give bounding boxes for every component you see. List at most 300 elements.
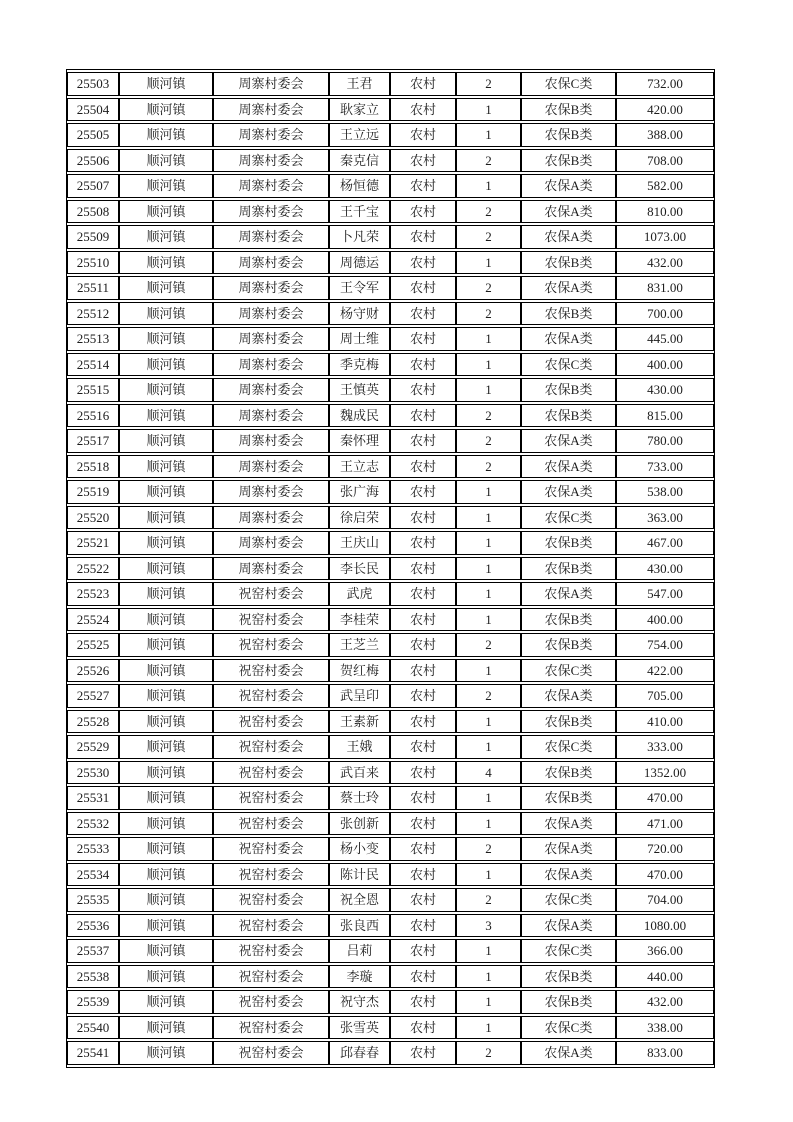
insurance-class-cell: 农保A类 <box>521 276 616 300</box>
insurance-class-cell: 农保A类 <box>521 684 616 708</box>
record-id-cell: 25523 <box>67 582 119 606</box>
person-count-cell: 1 <box>456 174 521 198</box>
person-count-cell: 2 <box>456 429 521 453</box>
record-id-cell: 25518 <box>67 455 119 479</box>
person-count-cell: 2 <box>456 72 521 96</box>
village-committee-cell: 周寨村委会 <box>213 123 329 147</box>
record-id-cell: 25524 <box>67 608 119 632</box>
village-committee-cell: 祝窑村委会 <box>213 837 329 861</box>
table-row <box>67 123 714 147</box>
record-id-cell: 25522 <box>67 557 119 581</box>
table-row <box>67 786 714 810</box>
record-id-cell: 25530 <box>67 761 119 785</box>
person-count-cell: 2 <box>456 1041 521 1065</box>
insurance-class-cell: 农保C类 <box>521 659 616 683</box>
person-count-cell: 1 <box>456 557 521 581</box>
village-committee-cell: 祝窑村委会 <box>213 939 329 963</box>
person-name-cell: 张良西 <box>329 914 390 938</box>
amount-cell: 432.00 <box>616 251 714 275</box>
table-row <box>67 149 714 173</box>
amount-cell: 1080.00 <box>616 914 714 938</box>
insurance-class-cell: 农保B类 <box>521 710 616 734</box>
record-id-cell: 25505 <box>67 123 119 147</box>
record-id-cell: 25504 <box>67 98 119 122</box>
amount-cell: 833.00 <box>616 1041 714 1065</box>
town-cell: 顺河镇 <box>119 276 213 300</box>
town-cell: 顺河镇 <box>119 506 213 530</box>
village-committee-cell: 周寨村委会 <box>213 353 329 377</box>
town-cell: 顺河镇 <box>119 608 213 632</box>
household-type-cell: 农村 <box>390 404 456 428</box>
person-count-cell: 1 <box>456 786 521 810</box>
town-cell: 顺河镇 <box>119 633 213 657</box>
household-type-cell: 农村 <box>390 149 456 173</box>
village-committee-cell: 祝窑村委会 <box>213 710 329 734</box>
record-id-cell: 25508 <box>67 200 119 224</box>
table-row <box>67 506 714 530</box>
amount-cell: 754.00 <box>616 633 714 657</box>
insurance-class-cell: 农保A类 <box>521 455 616 479</box>
record-id-cell: 25540 <box>67 1016 119 1040</box>
insurance-class-cell: 农保B类 <box>521 761 616 785</box>
person-name-cell: 武虎 <box>329 582 390 606</box>
household-type-cell: 农村 <box>390 786 456 810</box>
town-cell: 顺河镇 <box>119 98 213 122</box>
amount-cell: 432.00 <box>616 990 714 1014</box>
amount-cell: 445.00 <box>616 327 714 351</box>
record-id-cell: 25528 <box>67 710 119 734</box>
record-id-cell: 25538 <box>67 965 119 989</box>
amount-cell: 363.00 <box>616 506 714 530</box>
insurance-class-cell: 农保B类 <box>521 633 616 657</box>
insurance-class-cell: 农保B类 <box>521 302 616 326</box>
amount-cell: 410.00 <box>616 710 714 734</box>
town-cell: 顺河镇 <box>119 965 213 989</box>
insurance-class-cell: 农保C类 <box>521 735 616 759</box>
village-committee-cell: 祝窑村委会 <box>213 965 329 989</box>
town-cell: 顺河镇 <box>119 251 213 275</box>
insurance-class-cell: 农保B类 <box>521 123 616 147</box>
person-name-cell: 王娥 <box>329 735 390 759</box>
village-committee-cell: 周寨村委会 <box>213 378 329 402</box>
village-committee-cell: 周寨村委会 <box>213 557 329 581</box>
town-cell: 顺河镇 <box>119 455 213 479</box>
town-cell: 顺河镇 <box>119 990 213 1014</box>
person-count-cell: 1 <box>456 812 521 836</box>
village-committee-cell: 周寨村委会 <box>213 251 329 275</box>
town-cell: 顺河镇 <box>119 582 213 606</box>
amount-cell: 471.00 <box>616 812 714 836</box>
town-cell: 顺河镇 <box>119 429 213 453</box>
person-name-cell: 李桂荣 <box>329 608 390 632</box>
amount-cell: 1073.00 <box>616 225 714 249</box>
person-count-cell: 4 <box>456 761 521 785</box>
household-type-cell: 农村 <box>390 582 456 606</box>
village-committee-cell: 祝窑村委会 <box>213 786 329 810</box>
household-type-cell: 农村 <box>390 276 456 300</box>
table-row <box>67 378 714 402</box>
person-name-cell: 张雪英 <box>329 1016 390 1040</box>
table-row <box>67 1016 714 1040</box>
household-type-cell: 农村 <box>390 72 456 96</box>
person-count-cell: 2 <box>456 404 521 428</box>
insurance-class-cell: 农保B类 <box>521 557 616 581</box>
person-name-cell: 王芝兰 <box>329 633 390 657</box>
table-row <box>67 633 714 657</box>
table-row <box>67 327 714 351</box>
table-row <box>67 276 714 300</box>
town-cell: 顺河镇 <box>119 710 213 734</box>
person-name-cell: 张创新 <box>329 812 390 836</box>
person-count-cell: 1 <box>456 608 521 632</box>
amount-cell: 420.00 <box>616 98 714 122</box>
table-row <box>67 684 714 708</box>
amount-cell: 430.00 <box>616 557 714 581</box>
town-cell: 顺河镇 <box>119 225 213 249</box>
person-name-cell: 王令军 <box>329 276 390 300</box>
insurance-class-cell: 农保A类 <box>521 914 616 938</box>
table-row <box>67 608 714 632</box>
village-committee-cell: 周寨村委会 <box>213 455 329 479</box>
person-name-cell: 徐启荣 <box>329 506 390 530</box>
person-name-cell: 王立远 <box>329 123 390 147</box>
household-type-cell: 农村 <box>390 378 456 402</box>
person-count-cell: 1 <box>456 123 521 147</box>
record-id-cell: 25509 <box>67 225 119 249</box>
household-type-cell: 农村 <box>390 735 456 759</box>
amount-cell: 705.00 <box>616 684 714 708</box>
household-type-cell: 农村 <box>390 863 456 887</box>
town-cell: 顺河镇 <box>119 837 213 861</box>
amount-cell: 366.00 <box>616 939 714 963</box>
table-row <box>67 455 714 479</box>
person-count-cell: 2 <box>456 149 521 173</box>
person-name-cell: 武百来 <box>329 761 390 785</box>
record-id-cell: 25533 <box>67 837 119 861</box>
table-row <box>67 582 714 606</box>
person-count-cell: 2 <box>456 302 521 326</box>
village-committee-cell: 周寨村委会 <box>213 429 329 453</box>
household-type-cell: 农村 <box>390 1016 456 1040</box>
table-row <box>67 990 714 1014</box>
town-cell: 顺河镇 <box>119 480 213 504</box>
village-committee-cell: 周寨村委会 <box>213 276 329 300</box>
insurance-class-cell: 农保A类 <box>521 863 616 887</box>
amount-cell: 733.00 <box>616 455 714 479</box>
household-type-cell: 农村 <box>390 990 456 1014</box>
record-id-cell: 25520 <box>67 506 119 530</box>
insurance-class-cell: 农保C类 <box>521 888 616 912</box>
town-cell: 顺河镇 <box>119 888 213 912</box>
person-name-cell: 李璇 <box>329 965 390 989</box>
household-type-cell: 农村 <box>390 506 456 530</box>
table-row <box>67 72 714 96</box>
person-count-cell: 2 <box>456 225 521 249</box>
amount-cell: 704.00 <box>616 888 714 912</box>
insurance-class-cell: 农保A类 <box>521 582 616 606</box>
village-committee-cell: 周寨村委会 <box>213 327 329 351</box>
household-type-cell: 农村 <box>390 251 456 275</box>
person-name-cell: 张广海 <box>329 480 390 504</box>
record-id-cell: 25513 <box>67 327 119 351</box>
town-cell: 顺河镇 <box>119 939 213 963</box>
insurance-class-cell: 农保C类 <box>521 939 616 963</box>
insurance-class-cell: 农保A类 <box>521 225 616 249</box>
record-id-cell: 25541 <box>67 1041 119 1065</box>
table-row <box>67 480 714 504</box>
village-committee-cell: 祝窑村委会 <box>213 888 329 912</box>
record-id-cell: 25516 <box>67 404 119 428</box>
person-count-cell: 2 <box>456 455 521 479</box>
record-id-cell: 25534 <box>67 863 119 887</box>
town-cell: 顺河镇 <box>119 684 213 708</box>
amount-cell: 430.00 <box>616 378 714 402</box>
village-committee-cell: 祝窑村委会 <box>213 582 329 606</box>
table-row <box>67 429 714 453</box>
record-id-cell: 25539 <box>67 990 119 1014</box>
person-count-cell: 1 <box>456 480 521 504</box>
household-type-cell: 农村 <box>390 429 456 453</box>
record-id-cell: 25510 <box>67 251 119 275</box>
amount-cell: 720.00 <box>616 837 714 861</box>
person-name-cell: 贺红梅 <box>329 659 390 683</box>
record-id-cell: 25521 <box>67 531 119 555</box>
record-id-cell: 25514 <box>67 353 119 377</box>
amount-cell: 400.00 <box>616 353 714 377</box>
person-name-cell: 秦怀理 <box>329 429 390 453</box>
village-committee-cell: 周寨村委会 <box>213 480 329 504</box>
table-row <box>67 939 714 963</box>
town-cell: 顺河镇 <box>119 786 213 810</box>
village-committee-cell: 周寨村委会 <box>213 72 329 96</box>
benefit-roster-table <box>66 69 715 1068</box>
insurance-class-cell: 农保A类 <box>521 327 616 351</box>
village-committee-cell: 祝窑村委会 <box>213 735 329 759</box>
household-type-cell: 农村 <box>390 225 456 249</box>
household-type-cell: 农村 <box>390 557 456 581</box>
amount-cell: 470.00 <box>616 786 714 810</box>
insurance-class-cell: 农保A类 <box>521 174 616 198</box>
household-type-cell: 农村 <box>390 710 456 734</box>
person-count-cell: 1 <box>456 531 521 555</box>
person-name-cell: 吕莉 <box>329 939 390 963</box>
record-id-cell: 25532 <box>67 812 119 836</box>
amount-cell: 440.00 <box>616 965 714 989</box>
town-cell: 顺河镇 <box>119 914 213 938</box>
village-committee-cell: 祝窑村委会 <box>213 761 329 785</box>
household-type-cell: 农村 <box>390 812 456 836</box>
record-id-cell: 25507 <box>67 174 119 198</box>
insurance-class-cell: 农保A类 <box>521 480 616 504</box>
insurance-class-cell: 农保B类 <box>521 608 616 632</box>
household-type-cell: 农村 <box>390 608 456 632</box>
household-type-cell: 农村 <box>390 531 456 555</box>
insurance-class-cell: 农保C类 <box>521 1016 616 1040</box>
insurance-class-cell: 农保B类 <box>521 98 616 122</box>
amount-cell: 732.00 <box>616 72 714 96</box>
insurance-class-cell: 农保A类 <box>521 812 616 836</box>
household-type-cell: 农村 <box>390 200 456 224</box>
town-cell: 顺河镇 <box>119 123 213 147</box>
village-committee-cell: 祝窑村委会 <box>213 659 329 683</box>
amount-cell: 333.00 <box>616 735 714 759</box>
household-type-cell: 农村 <box>390 761 456 785</box>
town-cell: 顺河镇 <box>119 327 213 351</box>
household-type-cell: 农村 <box>390 965 456 989</box>
insurance-class-cell: 农保C类 <box>521 72 616 96</box>
amount-cell: 700.00 <box>616 302 714 326</box>
amount-cell: 831.00 <box>616 276 714 300</box>
insurance-class-cell: 农保B类 <box>521 990 616 1014</box>
amount-cell: 338.00 <box>616 1016 714 1040</box>
village-committee-cell: 祝窑村委会 <box>213 1016 329 1040</box>
amount-cell: 400.00 <box>616 608 714 632</box>
amount-cell: 815.00 <box>616 404 714 428</box>
table-row <box>67 404 714 428</box>
amount-cell: 538.00 <box>616 480 714 504</box>
person-name-cell: 祝全恩 <box>329 888 390 912</box>
table-row <box>67 965 714 989</box>
village-committee-cell: 周寨村委会 <box>213 225 329 249</box>
person-name-cell: 王立志 <box>329 455 390 479</box>
record-id-cell: 25529 <box>67 735 119 759</box>
person-name-cell: 祝守杰 <box>329 990 390 1014</box>
table-row <box>67 761 714 785</box>
town-cell: 顺河镇 <box>119 557 213 581</box>
amount-cell: 810.00 <box>616 200 714 224</box>
person-count-cell: 2 <box>456 200 521 224</box>
person-name-cell: 周士维 <box>329 327 390 351</box>
record-id-cell: 25525 <box>67 633 119 657</box>
village-committee-cell: 周寨村委会 <box>213 174 329 198</box>
village-committee-cell: 祝窑村委会 <box>213 990 329 1014</box>
town-cell: 顺河镇 <box>119 761 213 785</box>
village-committee-cell: 祝窑村委会 <box>213 684 329 708</box>
insurance-class-cell: 农保B类 <box>521 965 616 989</box>
person-name-cell: 杨恒德 <box>329 174 390 198</box>
household-type-cell: 农村 <box>390 302 456 326</box>
household-type-cell: 农村 <box>390 939 456 963</box>
record-id-cell: 25517 <box>67 429 119 453</box>
person-name-cell: 武呈印 <box>329 684 390 708</box>
town-cell: 顺河镇 <box>119 353 213 377</box>
town-cell: 顺河镇 <box>119 378 213 402</box>
insurance-class-cell: 农保A类 <box>521 1041 616 1065</box>
household-type-cell: 农村 <box>390 174 456 198</box>
town-cell: 顺河镇 <box>119 174 213 198</box>
record-id-cell: 25506 <box>67 149 119 173</box>
record-id-cell: 25537 <box>67 939 119 963</box>
record-id-cell: 25515 <box>67 378 119 402</box>
person-name-cell: 王慎英 <box>329 378 390 402</box>
table-row <box>67 98 714 122</box>
person-name-cell: 秦克信 <box>329 149 390 173</box>
amount-cell: 422.00 <box>616 659 714 683</box>
person-count-cell: 1 <box>456 939 521 963</box>
person-name-cell: 李长民 <box>329 557 390 581</box>
insurance-class-cell: 农保A类 <box>521 200 616 224</box>
person-name-cell: 杨守财 <box>329 302 390 326</box>
table-row <box>67 888 714 912</box>
person-count-cell: 1 <box>456 353 521 377</box>
village-committee-cell: 周寨村委会 <box>213 404 329 428</box>
town-cell: 顺河镇 <box>119 812 213 836</box>
household-type-cell: 农村 <box>390 659 456 683</box>
village-committee-cell: 祝窑村委会 <box>213 608 329 632</box>
person-name-cell: 王素新 <box>329 710 390 734</box>
household-type-cell: 农村 <box>390 914 456 938</box>
record-id-cell: 25531 <box>67 786 119 810</box>
person-count-cell: 1 <box>456 327 521 351</box>
amount-cell: 470.00 <box>616 863 714 887</box>
person-name-cell: 耿家立 <box>329 98 390 122</box>
person-count-cell: 1 <box>456 710 521 734</box>
amount-cell: 582.00 <box>616 174 714 198</box>
insurance-class-cell: 农保B类 <box>521 786 616 810</box>
person-count-cell: 1 <box>456 378 521 402</box>
household-type-cell: 农村 <box>390 327 456 351</box>
record-id-cell: 25535 <box>67 888 119 912</box>
table-row <box>67 225 714 249</box>
household-type-cell: 农村 <box>390 633 456 657</box>
table-row <box>67 1041 714 1065</box>
household-type-cell: 农村 <box>390 98 456 122</box>
record-id-cell: 25511 <box>67 276 119 300</box>
table-row <box>67 353 714 377</box>
insurance-class-cell: 农保B类 <box>521 404 616 428</box>
table-row <box>67 710 714 734</box>
person-count-cell: 2 <box>456 276 521 300</box>
amount-cell: 467.00 <box>616 531 714 555</box>
insurance-class-cell: 农保A类 <box>521 429 616 453</box>
village-committee-cell: 周寨村委会 <box>213 302 329 326</box>
amount-cell: 547.00 <box>616 582 714 606</box>
person-count-cell: 1 <box>456 251 521 275</box>
household-type-cell: 农村 <box>390 837 456 861</box>
table-row <box>67 812 714 836</box>
town-cell: 顺河镇 <box>119 200 213 224</box>
record-id-cell: 25526 <box>67 659 119 683</box>
village-committee-cell: 周寨村委会 <box>213 531 329 555</box>
village-committee-cell: 周寨村委会 <box>213 149 329 173</box>
insurance-class-cell: 农保B类 <box>521 149 616 173</box>
table-body <box>67 72 714 1065</box>
person-count-cell: 2 <box>456 888 521 912</box>
town-cell: 顺河镇 <box>119 302 213 326</box>
town-cell: 顺河镇 <box>119 72 213 96</box>
person-count-cell: 1 <box>456 98 521 122</box>
town-cell: 顺河镇 <box>119 659 213 683</box>
town-cell: 顺河镇 <box>119 531 213 555</box>
amount-cell: 388.00 <box>616 123 714 147</box>
insurance-class-cell: 农保B类 <box>521 531 616 555</box>
person-count-cell: 1 <box>456 863 521 887</box>
record-id-cell: 25527 <box>67 684 119 708</box>
person-count-cell: 1 <box>456 990 521 1014</box>
table-row <box>67 200 714 224</box>
person-name-cell: 周德运 <box>329 251 390 275</box>
record-id-cell: 25503 <box>67 72 119 96</box>
household-type-cell: 农村 <box>390 455 456 479</box>
table-row <box>67 174 714 198</box>
person-count-cell: 1 <box>456 659 521 683</box>
household-type-cell: 农村 <box>390 888 456 912</box>
insurance-class-cell: 农保A类 <box>521 837 616 861</box>
household-type-cell: 农村 <box>390 1041 456 1065</box>
table-row <box>67 557 714 581</box>
table-row <box>67 302 714 326</box>
insurance-class-cell: 农保B类 <box>521 251 616 275</box>
